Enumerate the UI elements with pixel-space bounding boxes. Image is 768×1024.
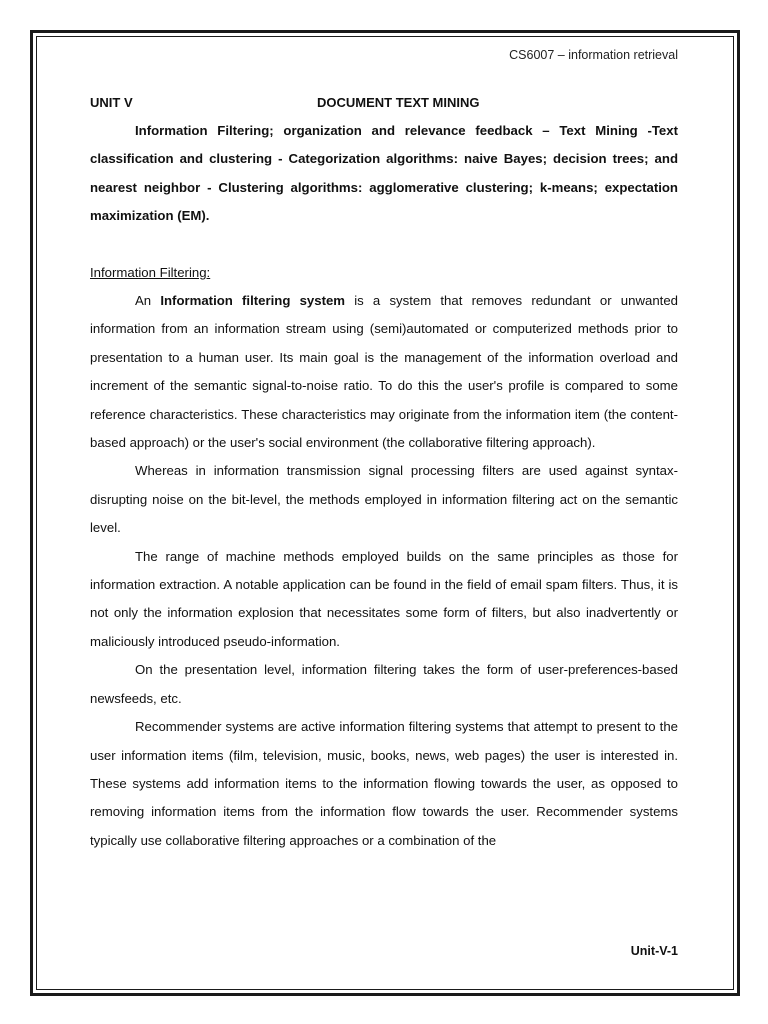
paragraph-1-rest: is a system that removes redundant or unwanted information from an information stream using (semi)automated or computerized methods prior to presentation to a human user. Its main goal is the management of the information overload and increment of the semantic signal-to-noise ratio. To do this the user's profile is compared to some reference characteristics. These characteristics may originate from the information item (the content-based approach) or the user's social environment (the collaborative filtering approach).	[90, 293, 679, 451]
unit-label: UNIT V	[90, 95, 133, 110]
paragraph-5: Recommender systems are active information filtering systems that attempt to present to the user information items (film, television, music, books, news, web pages) the user is interested in. These systems add information items to the information flowing towards the user, as opposed to removing information items from the information flow towards the user. Recommender systems typically use collaborative filtering approaches or a combination of the	[90, 719, 678, 848]
paragraph-3: The range of machine methods employed builds on the same principles as those for information extraction. A notable application can be found in the field of email spam filters. Thus, it is not only the information explosion that necessitates some form of filters, but also inadvertently or maliciously introduced pseudo-information.	[90, 548, 678, 649]
paragraph-1	[90, 287, 678, 457]
paragraph-1-start: An	[135, 293, 161, 308]
syllabus-paragraph: Information Filtering; organization and relevance feedback – Text Mining -Text classification and clustering - Categorization algorithms: naive Bayes; decision trees; and nearest neighbor - Clustering algorithms: agglomerative clustering; k-means; expectation maximization (EM).	[90, 123, 678, 224]
unit-title: DOCUMENT TEXT MINING	[317, 95, 480, 110]
paragraph-1-term: Information filtering system	[160, 293, 346, 308]
course-header: CS6007 – information retrieval	[509, 48, 678, 62]
paragraph-2: Whereas in information transmission signal processing filters are used against syntax-disrupting noise on the bit-level, the methods employed in information filtering act on the semantic level.	[90, 463, 678, 536]
paragraph-4: On the presentation level, information filtering takes the form of user-preferences-based newsfeeds, etc.	[90, 662, 678, 706]
page-number: Unit-V-1	[630, 944, 678, 958]
body-text	[90, 287, 678, 855]
section-heading: Information Filtering:	[90, 265, 211, 280]
